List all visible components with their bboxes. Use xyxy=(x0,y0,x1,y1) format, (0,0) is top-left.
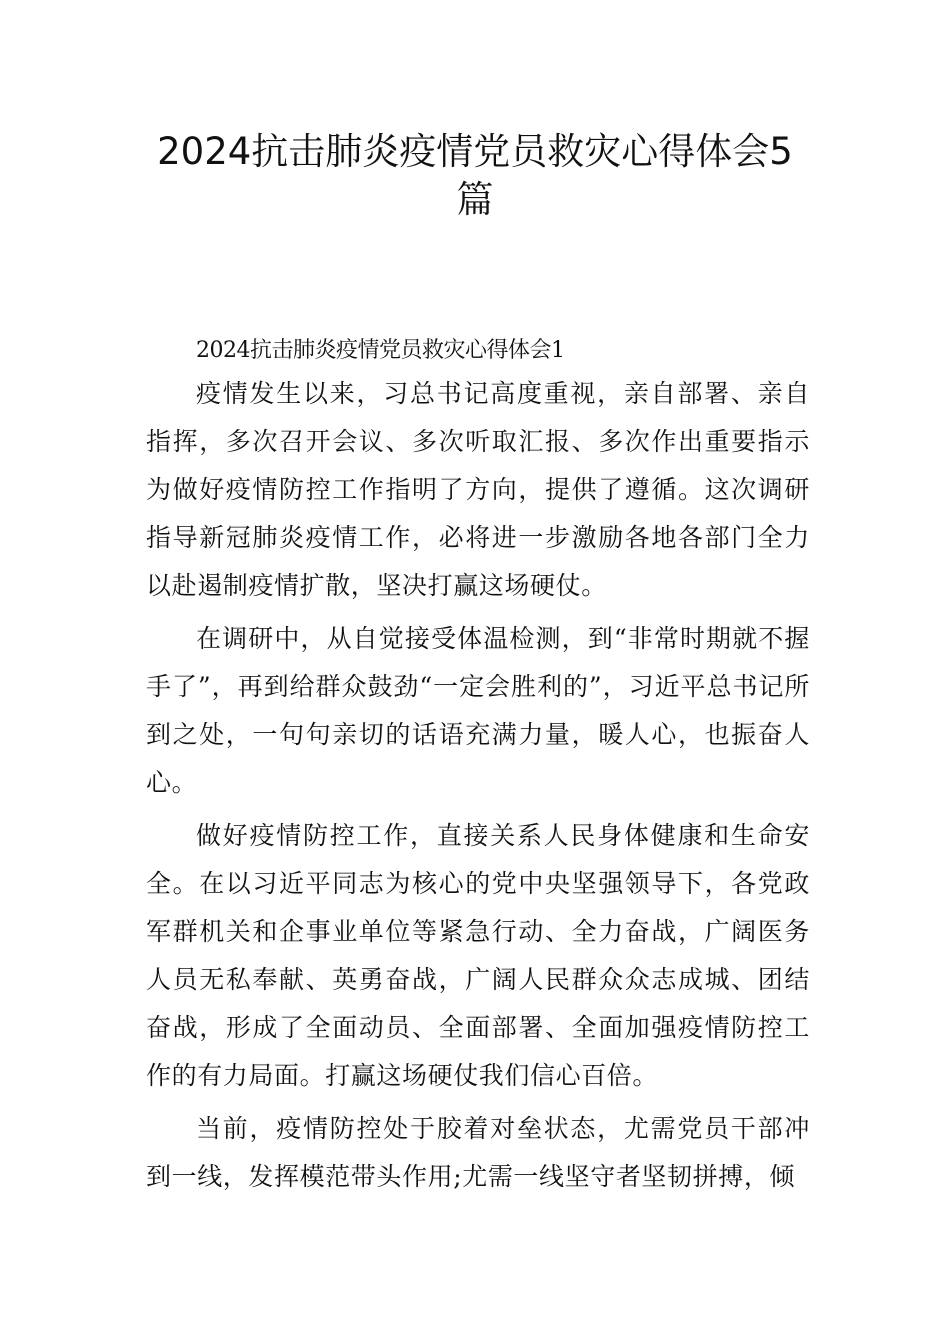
document-title: 2024抗击肺炎疫情党员救灾心得体会5篇 xyxy=(157,130,793,221)
paragraph-4: 当前，疫情防控处于胶着对垒状态，尤需党员干部冲到一线，发挥模范带头作用;尤需一线坚守者坚韧拼搏，倾 xyxy=(146,1114,810,1191)
paragraph-2: 在调研中，从自觉接受体温检测，到“非常时期就不握手了”，再到给群众鼓劲“一定会胜利的”，习近平总书记所到之处，一句句亲切的话语充满力量，暖人心，也振奋人心。 xyxy=(146,624,810,797)
paragraph-3: 做好疫情防控工作，直接关系人民身体健康和生命安全。在以习近平同志为核心的党中央坚强领导下，各党政军群机关和企事业单位等紧急行动、全力奋战，广阔医务人员无私奉献、英勇奋战，广阔人民群众众志成城、团结奋战，形成了全面动员、全面部署、全面加强疫情防控工作的有力局面。打赢这场硬仗我们信心百倍。 xyxy=(146,821,810,1090)
section-heading: 2024抗击肺炎疫情党员救灾心得体会1 xyxy=(196,338,565,363)
paragraph-1: 疫情发生以来，习总书记高度重视，亲自部署、亲自指挥，多次召开会议、多次听取汇报、多次作出重要指示为做好疫情防控工作指明了方向，提供了遵循。这次调研指导新冠肺炎疫情工作，必将进一步激励各地各部门全力以赴遏制疫情扩散，坚决打赢这场硬仗。 xyxy=(146,379,810,600)
document-body xyxy=(146,336,810,1206)
